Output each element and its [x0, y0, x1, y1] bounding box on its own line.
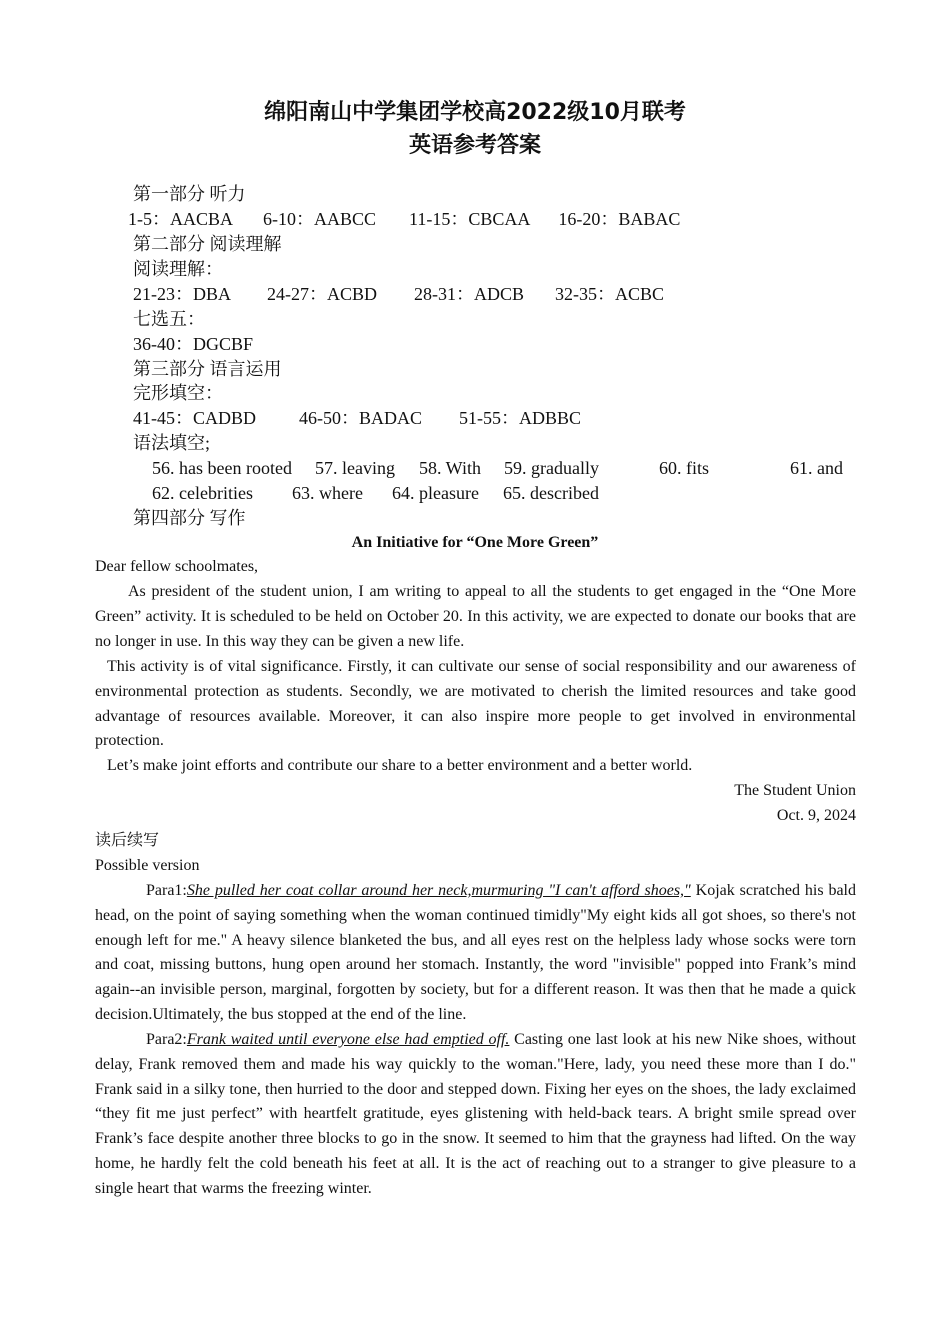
- page-title-line1: 绵阳南山中学集团学校高2022级10月联考: [264, 100, 686, 125]
- reading-answers: [133, 282, 664, 306]
- grammar-label: 语法填空;: [133, 433, 211, 453]
- grammar-answer: 61. and: [790, 458, 843, 478]
- answer-group: 24-27：ACBD: [267, 284, 378, 304]
- continuation-subheading: Possible version: [95, 857, 200, 874]
- answer-group: 28-31：ADCB: [414, 284, 525, 304]
- grammar-answer: 63. where: [292, 483, 363, 503]
- answer-group: 11-15：CBCAA: [409, 209, 530, 229]
- answer-group: 41-45：CADBD: [133, 408, 257, 428]
- part4-heading: 第四部分 写作: [133, 508, 246, 528]
- para2-lead: Frank waited until everyone else had emptied off.: [186, 1031, 510, 1048]
- grammar-answer: 57. leaving: [315, 458, 395, 478]
- continuation-heading: 读后续写: [95, 832, 160, 849]
- para1-body: Kojak scratched his bald head, on the point of saying something when the woman continued timidly"My eight kids all got shoes, so there's not enough left for me." A heavy silence blanketed the bus, and all eyes rest on the helpless lady whose socks were torn and coat, missing buttons, hung open around her stomach. Instantly, the word "invisible" popped into Frank’s mind again--an invisible person, marginal, forgotten by society, but for a different reason. It was then that he made a quick decision.Ultimately, the bus stopped at the end of the line.: [95, 882, 856, 1023]
- grammar-answer: 64. pleasure: [392, 483, 479, 503]
- essay-greeting: Dear fellow schoolmates,: [95, 558, 259, 575]
- essay-paragraph: This activity is of vital significance. Firstly, it can cultivate our sense of social responsibility and our awareness of environmental protection as students. Secondly, we are motivated to cherish the limited resources and take good advantage of resources available. Moreover, it can also inspire more people to get involved in environmental protection.: [95, 658, 856, 750]
- grammar-answer: 56. has been rooted: [152, 458, 292, 478]
- essay-date: Oct. 9, 2024: [776, 807, 856, 824]
- answer-group: 21-23：DBA: [133, 284, 231, 304]
- answer-group: 6-10：AABCC: [263, 209, 377, 229]
- part2-heading: 第二部分 阅读理解: [133, 234, 282, 254]
- grammar-answer: 62. celebrities: [152, 483, 253, 503]
- essay-signature: The Student Union: [734, 782, 856, 799]
- continuation-paragraph-2: [95, 1028, 856, 1202]
- part1-answers: [128, 207, 680, 231]
- reading-label: 阅读理解：: [133, 259, 223, 279]
- para2-label: Para2:: [146, 1031, 187, 1048]
- part3-heading: 第三部分 语言运用: [133, 359, 282, 379]
- seven-label: 七选五：: [133, 309, 205, 329]
- grammar-answer: 65. described: [503, 483, 599, 503]
- continuation-paragraph-1: [95, 879, 856, 1028]
- seven-answer: 36-40：DGCBF: [133, 334, 254, 354]
- page-title-line2: 英语参考答案: [408, 133, 541, 158]
- grammar-answer: 59. gradually: [504, 458, 599, 478]
- cloze-answers: [133, 406, 581, 430]
- grammar-answer: 58. With: [419, 458, 481, 478]
- answer-group: 51-55：ADBBC: [459, 408, 582, 428]
- para1-lead: She pulled her coat collar around her neck,murmuring "I can't afford shoes,": [186, 882, 691, 899]
- essay-title: An Initiative for “One More Green”: [351, 534, 599, 551]
- answer-group: 16-20：BABAC: [558, 209, 681, 229]
- part1-heading: 第一部分 听力: [133, 184, 246, 204]
- cloze-label: 完形填空：: [133, 383, 223, 403]
- answer-group: 1-5：AACBA: [128, 209, 233, 229]
- para2-body: Casting one last look at his new Nike shoes, without delay, Frank removed them and made his way quickly to the woman."Here, lady, you need these more than I do." Frank said in a silky tone, then hurried to the door and stepped down. Fixing her eyes on the shoes, the lady exclaimed “they fit me just perfect” with heartfelt gratitude, eyes glistening with held-back tears. A bright smile spread over Frank’s face despite another three blocks to go in the snow. It seemed to him that the grayness had lifted. On the way home, he hardly felt the cold beneath his feet at all. It is the act of reaching out to a stranger to give pleasure to a single heart that warms the freezing winter.: [95, 1031, 857, 1197]
- grammar-answer: 60. fits: [659, 458, 710, 478]
- answer-group: 32-35：ACBC: [555, 284, 665, 304]
- answer-group: 46-50：BADAC: [299, 408, 423, 428]
- para1-label: Para1:: [146, 882, 187, 899]
- essay-paragraph: As president of the student union, I am writing to appeal to all the students to get engaged in the “One More Green” activity. It is scheduled to be held on October 20. In this activity, we are expected to donate our books that are no longer in use. In this way they can be given a new life.: [95, 583, 856, 650]
- essay-paragraph: Let’s make joint efforts and contribute our share to a better environment and a better world.: [107, 757, 693, 774]
